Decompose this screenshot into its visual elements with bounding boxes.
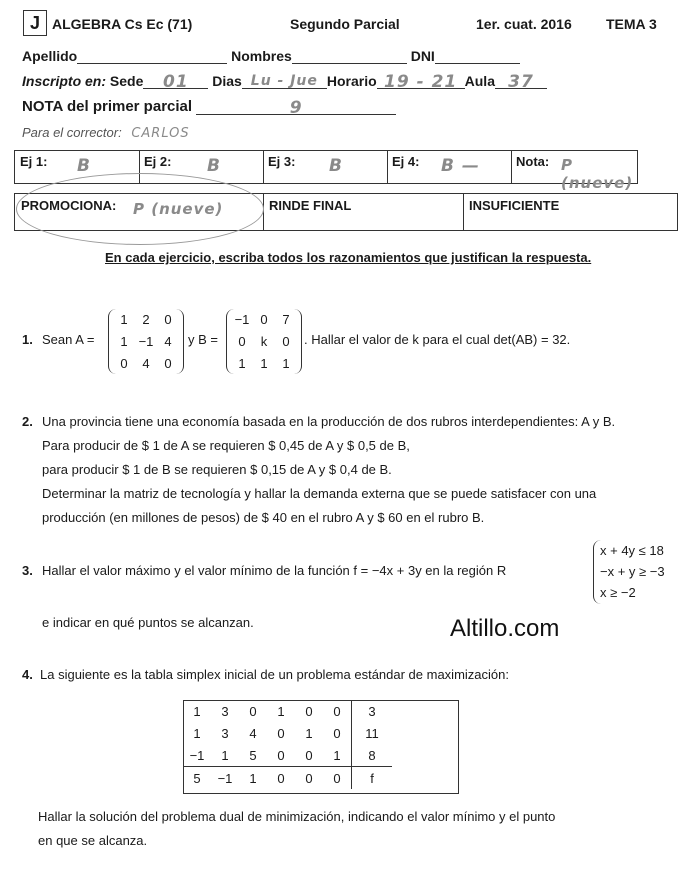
matrix-a-entry: 0 — [164, 356, 172, 371]
insuficiente-label: INSUFICIENTE — [469, 198, 560, 213]
question-1-task: . Hallar el valor de k para el cual det(AB) = 32. — [304, 332, 571, 347]
nota-total-value: P (nueve) — [561, 156, 634, 192]
rinde-final-label: RINDE FINAL — [269, 198, 352, 213]
question-4-number: 4. — [22, 667, 33, 682]
sede-field[interactable] — [143, 72, 208, 92]
simplex-cell: 5 — [183, 767, 211, 790]
question-3-tail: e indicar en qué puntos se alcanzan. — [42, 615, 254, 630]
exam-tema: TEMA 3 — [606, 16, 657, 32]
rinde-final-cell[interactable] — [263, 194, 464, 230]
matrix-a-entry: −1 — [138, 334, 154, 349]
question-2-line: Para producir de $ 1 de A se requieren $ 0,45 de A y $ 0,5 de B, — [42, 438, 410, 453]
simplex-cell: 1 — [277, 703, 285, 719]
question-4-tail-1: Hallar la solución del problema dual de minimización, indicando el valor mínimo y el punto — [38, 809, 556, 824]
exam-title: Segundo Parcial — [290, 16, 400, 32]
simplex-cell: f — [352, 767, 393, 790]
handwritten-circle — [16, 173, 264, 245]
horario-value: 19 - 21 — [384, 72, 458, 92]
corrector-value: CARLOS — [131, 126, 190, 141]
simplex-cell: 5 — [249, 747, 257, 763]
nota-total-label: Nota: — [516, 154, 550, 169]
sede-value: 01 — [163, 72, 189, 92]
simplex-cell: 3 — [221, 703, 229, 719]
simplex-cell: 4 — [249, 725, 257, 741]
apellido-field[interactable] — [77, 47, 227, 64]
simplex-cell: −1 — [189, 747, 205, 763]
dias-field[interactable] — [242, 72, 327, 89]
matrix-b-entry: 0 — [282, 334, 290, 349]
promociona-label: PROMOCIONA: — [21, 198, 117, 213]
aula-label: Aula — [464, 73, 495, 89]
corrector-row — [22, 125, 190, 141]
simplex-row — [183, 767, 392, 790]
simplex-table — [183, 700, 392, 789]
nota-value: 9 — [289, 98, 303, 118]
matrix-b-entry: 1 — [282, 356, 290, 371]
simplex-cell: 1 — [193, 725, 201, 741]
simplex-cell: 1 — [193, 703, 201, 719]
exam-term: 1er. cuat. 2016 — [476, 16, 572, 32]
matrix-b-entry: 0 — [238, 334, 246, 349]
corrector-label: Para el corrector: — [22, 125, 122, 140]
ej1-label: Ej 1: — [20, 154, 48, 169]
simplex-cell: 0 — [305, 747, 313, 763]
horario-label: Horario — [326, 73, 377, 89]
apellido-label: Apellido — [22, 48, 78, 64]
simplex-cell: 0 — [305, 703, 313, 719]
region-constraints — [593, 540, 665, 604]
instruction-text: En cada ejercicio, escriba todos los razonamientos que justifican la respuesta. — [105, 250, 592, 265]
ej3-label: Ej 3: — [268, 154, 296, 169]
matrix-a-entry: 2 — [142, 312, 150, 327]
simplex-cell: 0 — [323, 767, 352, 790]
aula-field[interactable] — [495, 72, 547, 92]
simplex-cell: 1 — [239, 767, 267, 790]
question-2-text — [42, 411, 700, 529]
matrix-b-entry: 0 — [260, 312, 268, 327]
ej2-value: B — [207, 156, 221, 176]
simplex-cell: 0 — [333, 703, 341, 719]
simplex-cell: 0 — [277, 747, 285, 763]
question-4-tail-2: en que se alcanza. — [38, 833, 148, 848]
matrix-b-entry: 1 — [260, 356, 268, 371]
ej2-label: Ej 2: — [144, 154, 172, 169]
course-title: ALGEBRA Cs Ec (71) — [52, 16, 193, 32]
promociona-value: P (nueve) — [133, 200, 224, 218]
grade-cell-nota[interactable] — [511, 151, 637, 192]
question-2-number: 2. — [22, 414, 33, 429]
inscripto-label: Inscripto en: — [22, 73, 107, 89]
matrix-a-entry: 0 — [164, 312, 172, 327]
simplex-row — [183, 700, 392, 722]
nombres-label: Nombres — [231, 48, 292, 64]
constraint-1: x + 4y ≤ 18 — [600, 543, 664, 558]
question-4-text: La siguiente es la tabla simplex inicial de un problema estándar de maximización: — [40, 667, 509, 682]
constraint-2: −x + y ≥ −3 — [600, 564, 665, 579]
horario-field[interactable] — [377, 72, 465, 92]
ej1-value: B — [77, 156, 91, 176]
simplex-cell: 0 — [249, 703, 257, 719]
inscription-row — [22, 72, 547, 92]
matrix-b-entry: 7 — [282, 312, 290, 327]
insuficiente-cell[interactable] — [463, 194, 677, 230]
simplex-cell: 1 — [333, 747, 341, 763]
matrix-a-entry: 0 — [120, 356, 128, 371]
grade-cell-ej4[interactable] — [387, 151, 512, 183]
matrix-a — [108, 309, 184, 374]
watermark-text: Altillo.com — [450, 615, 560, 642]
simplex-row — [183, 722, 392, 744]
nota-field[interactable] — [196, 98, 396, 118]
question-1-number: 1. — [22, 332, 33, 347]
simplex-cell: 0 — [267, 767, 295, 790]
question-2-line: para producir $ 1 de B se requieren $ 0,15 de A y $ 0,4 de B. — [42, 462, 392, 477]
aula-value: 37 — [508, 72, 534, 92]
ej4-label: Ej 4: — [392, 154, 420, 169]
question-3-number: 3. — [22, 563, 33, 578]
grade-cell-ej3[interactable] — [263, 151, 388, 183]
name-row — [22, 47, 520, 64]
matrix-a-entry: 1 — [120, 334, 128, 349]
matrix-b-entry: 1 — [238, 356, 246, 371]
exam-code-box: J — [23, 10, 47, 36]
first-exam-row — [22, 98, 396, 118]
question-2-line: Una provincia tiene una economía basada en la producción de dos rubros interdependientes: A y B. — [42, 414, 616, 429]
sede-label: Sede — [109, 73, 144, 89]
simplex-cell: 8 — [352, 744, 393, 767]
simplex-cell: 3 — [352, 700, 393, 722]
simplex-cell: 11 — [352, 722, 393, 744]
constraint-3: x ≥ −2 — [600, 585, 636, 600]
simplex-cell: −1 — [211, 767, 239, 790]
dias-label: Dias — [212, 73, 242, 89]
question-2-line: producción (en millones de pesos) de $ 40 en el rubro A y $ 60 en el rubro B. — [42, 510, 485, 525]
simplex-cell: 0 — [295, 767, 323, 790]
dias-value: Lu - Jue — [250, 73, 318, 89]
question-1-mid: y B = — [188, 332, 218, 347]
question-2-line: Determinar la matriz de tecnología y hallar la demanda externa que se puede satisfacer con una — [42, 486, 597, 501]
nombres-field[interactable] — [292, 47, 407, 64]
simplex-row — [183, 744, 392, 767]
nota-label: NOTA del primer parcial — [22, 98, 193, 115]
simplex-cell: 0 — [277, 725, 285, 741]
simplex-cell: 0 — [333, 725, 341, 741]
question-3-text: Hallar el valor máximo y el valor mínimo de la función f = −4x + 3y en la región R — [42, 563, 507, 578]
matrix-b-entry: k — [260, 334, 268, 349]
dni-label: DNI — [410, 48, 435, 64]
ej4-value: B — — [441, 156, 480, 176]
matrix-a-entry: 4 — [142, 356, 150, 371]
matrix-a-entry: 1 — [120, 312, 128, 327]
simplex-cell: 1 — [221, 747, 229, 763]
matrix-b — [226, 309, 302, 374]
dni-field[interactable] — [435, 47, 520, 64]
ej3-value: B — [329, 156, 343, 176]
simplex-cell: 1 — [305, 725, 313, 741]
simplex-cell: 3 — [221, 725, 229, 741]
question-1-intro: Sean A = — [42, 332, 95, 347]
matrix-a-entry: 4 — [164, 334, 172, 349]
matrix-b-entry: −1 — [234, 312, 250, 327]
